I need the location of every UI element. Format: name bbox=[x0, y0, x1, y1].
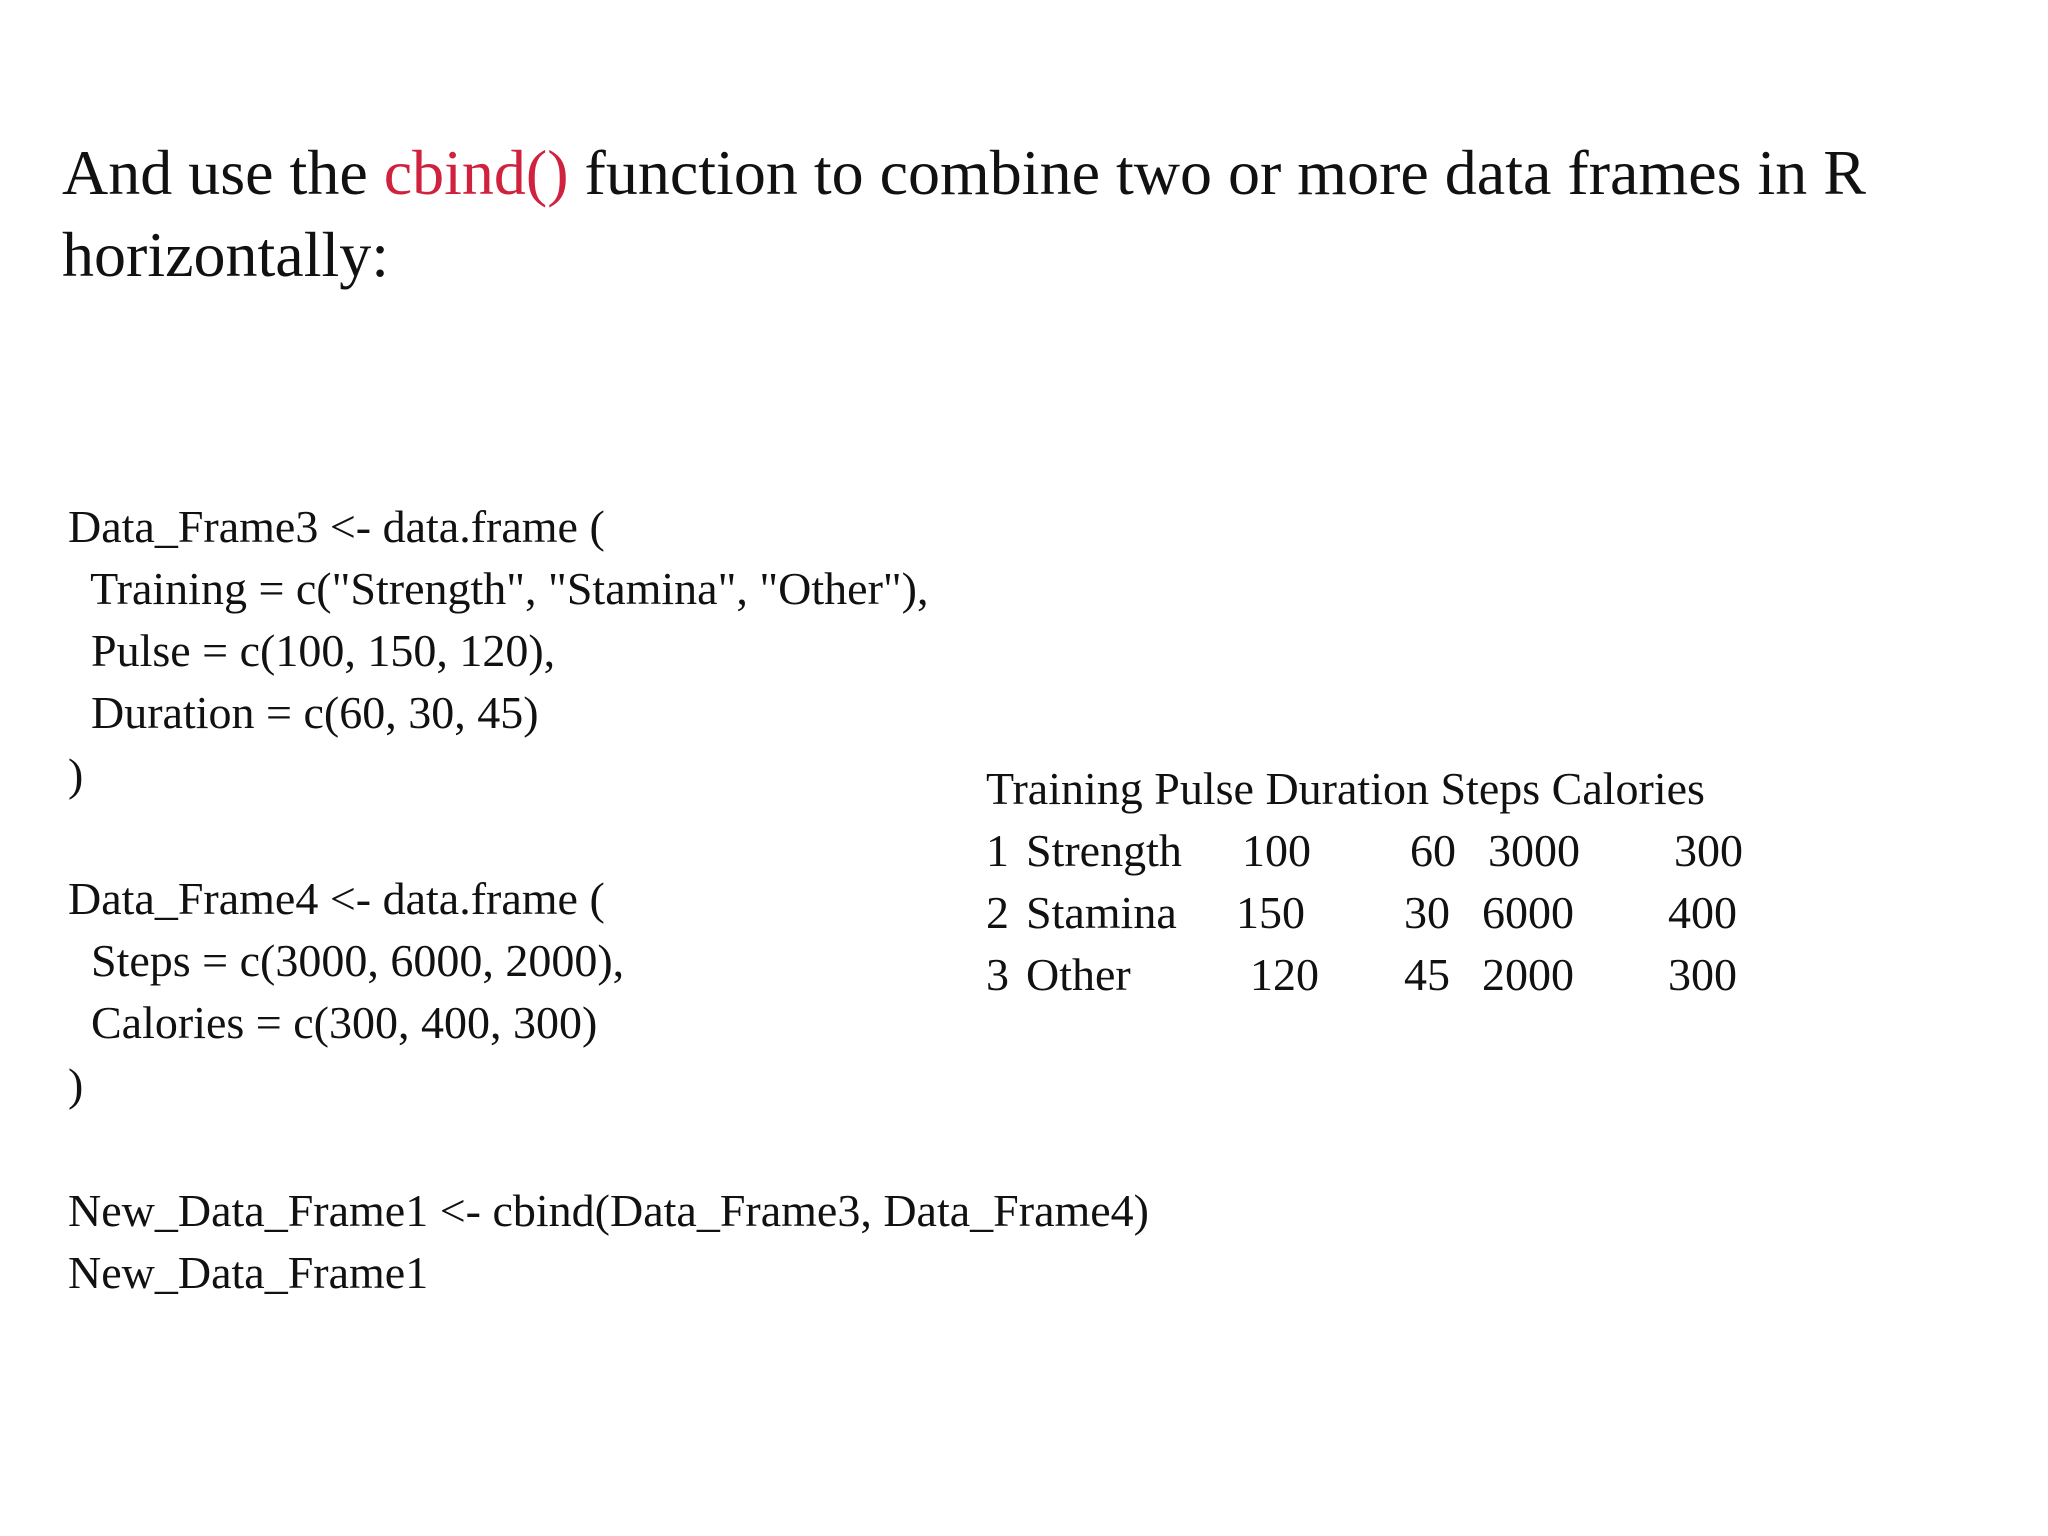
code-line: Training = c("Strength", "Stamina", "Other"), bbox=[68, 563, 929, 614]
code-line: New_Data_Frame1 <- cbind(Data_Frame3, Data_Frame4) bbox=[68, 1185, 1149, 1236]
calories-value: 300 bbox=[1674, 825, 1743, 876]
code-line: ) bbox=[68, 1059, 84, 1110]
code-line: Data_Frame4 <- data.frame ( bbox=[68, 873, 605, 924]
training-value: Other bbox=[1026, 949, 1131, 1000]
duration-value: 45 bbox=[1404, 949, 1450, 1000]
row-index: 3 bbox=[986, 949, 1009, 1000]
code-line: Duration = c(60, 30, 45) bbox=[68, 687, 539, 738]
output-header-row: Training Pulse Duration Steps Calories bbox=[986, 763, 1705, 814]
output-row bbox=[986, 882, 1737, 944]
code-line: Calories = c(300, 400, 300) bbox=[68, 997, 598, 1048]
steps-value: 6000 bbox=[1482, 887, 1574, 938]
steps-value: 3000 bbox=[1488, 825, 1580, 876]
code-block-data-frame3 bbox=[68, 496, 928, 806]
output-row bbox=[986, 820, 1743, 882]
code-line: Pulse = c(100, 150, 120), bbox=[68, 625, 556, 676]
row-index: 2 bbox=[986, 887, 1009, 938]
pulse-value: 100 bbox=[1242, 825, 1311, 876]
training-value: Stamina bbox=[1026, 887, 1177, 938]
duration-value: 30 bbox=[1404, 887, 1450, 938]
heading-prefix: And use the bbox=[62, 137, 384, 208]
pulse-value: 150 bbox=[1236, 887, 1305, 938]
heading-suffix: function to combine two or more data frames in R horizontally: bbox=[62, 137, 1866, 290]
console-output-table bbox=[986, 758, 1743, 1006]
output-row bbox=[986, 944, 1737, 1006]
code-line: Steps = c(3000, 6000, 2000), bbox=[68, 935, 625, 986]
code-line: New_Data_Frame1 bbox=[68, 1247, 429, 1298]
code-line: ) bbox=[68, 749, 84, 800]
code-line: Data_Frame3 <- data.frame ( bbox=[68, 501, 605, 552]
pulse-value: 120 bbox=[1250, 949, 1319, 1000]
row-index: 1 bbox=[986, 825, 1009, 876]
steps-value: 2000 bbox=[1482, 949, 1574, 1000]
heading-highlight-function: cbind() bbox=[383, 137, 569, 208]
calories-value: 400 bbox=[1668, 887, 1737, 938]
duration-value: 60 bbox=[1410, 825, 1456, 876]
training-value: Strength bbox=[1026, 825, 1182, 876]
code-block-data-frame4 bbox=[68, 868, 624, 1116]
calories-value: 300 bbox=[1668, 949, 1737, 1000]
slide-heading bbox=[62, 132, 2022, 296]
